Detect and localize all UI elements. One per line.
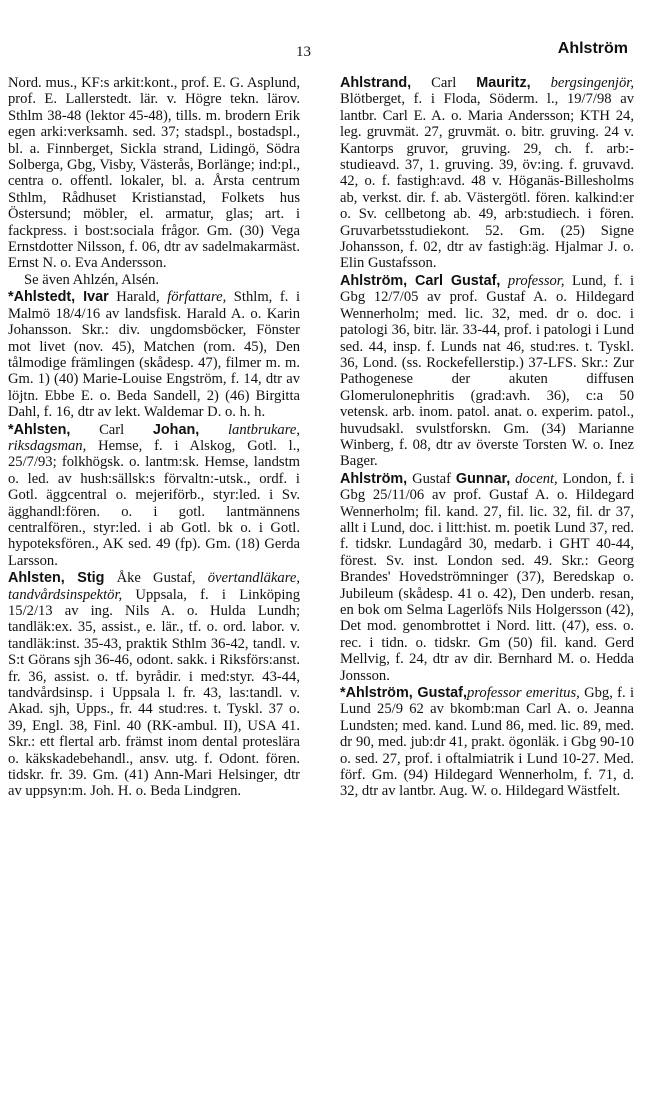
entry-name: *Ahlstedt, Ivar <box>8 289 109 306</box>
entry-text: Uppsala, f. i Linköping 15/2/13 av ing. Nils A. o. Hulda Lundh; tandläk:ex. 35, assist., e. lär., tf. o. ord. labor. v. tandläk:inst. 35-43, praktik Sthlm 36-42, tandl. v. S:t Görans sjh 36-46, odont. sakk. i Riksförs:anst. fr. 36, assist. o. tf. byrådir. i med:styr. 43-44, tandvårdsinsp. i Uppsala l. fr. 43, las:tandl. v. Akad. sjh, Upps., fr. 44 stud:res. t. Tyskl. 37 o. 39, Engl. 38, Finl. 40 (RK-ambul. II), USA 41. Skr.: ett flertal arb. främst inom dental proteslära o. käkskadebehandl., ansv. utg. f. Odont. fören. tidskr. fr. 39. Gm. (41) Ann-Mari Helsinger, dtr av uppsyn:m. Joh. H. o. Beda Lindgren. <box>8 586 300 800</box>
entry-text: Hemse, f. i Alskog, Gotl. l., 25/7/93; folkhögsk. o. lantm:sk. Hemse, landstm o. led. av hush:sällsk:s förvaltn:-utsk., ordf. i Gotl. äggcentral o. mejeriförb., styr:led. i Sv. ägghandl:fören. o. i gotl. lantmännens centralfören., styr:led. i ab Gotl. bk o. i Gotl. hypoteksfören., AK sed. 49 (fp). Gm. (18) Gerda Larsson. <box>8 437 300 569</box>
entry-given-names: Carl <box>70 421 153 438</box>
entry-role: lantbrukare, riksdagsman, <box>8 421 300 454</box>
entry-ahlstrom-gustaf <box>340 685 634 800</box>
running-head: Ahlström <box>557 40 628 57</box>
see-also-note: Se även Ahlzén, Alsén. <box>24 271 159 288</box>
entry-role: professor, <box>500 272 565 289</box>
right-column <box>340 75 634 800</box>
entry-ahlstrom-gunnar <box>340 471 634 684</box>
entry-continuation: Nord. mus., KF:s arkit:kont., prof. E. G. Asplund, prof. E. Lallerstedt. lär. v. Högre tekn. lärov. Sthlm 38-48 (lektor 45-48), tills. m. brodern Erik egen arki:verksamh. sed. 37; stadspl., bostadspl., bl. a. Finnberget, Sickla strand, Lidingö, Södra Solberga, Gbg, Visby, Västerås, Borlänge; ind:pl., centra o. offentl. lokaler, bl. a. Årsta centrum Sthlm, Rådhuset Kristianstad, Folkets hus Östersund; möbler, el. armatur, glas; art. i fackpress. i bost:sociala frågor. Gm. (30) Vega Ernstdotter Nilsson, f. 06, dtr av sadelmakarmäst. Ernst N. o. Eva Andersson. <box>8 75 300 272</box>
entry-name: Ahlsten, Stig <box>8 570 105 587</box>
entry-role: professor emeritus, <box>466 685 580 702</box>
entry-ahlsten-stig <box>8 570 300 800</box>
entry-given-bold: Mauritz, <box>476 75 531 91</box>
entry-given-bold: Gunnar, <box>455 470 511 487</box>
entry-text: Sthlm, f. i Malmö 18/4/16 av landsfisk. Harald A. o. Karin Johansson. Skr.: div. ungdomsböcker, Fönster mot livet (nov. 45), Matchen (rom. 45), Den tålmodige främlingen (skådesp. 47), filmer m. m. Gm. 1) (40) Marie-Louise Engström, f. 14, dtr av löjtn. Ebbe E. o. Beda Sandell, 2) (46) Birgitta Dahl, f. 16, dtr av lekt. Waldemar D. o. h. h. <box>8 289 301 421</box>
entry-text: Gbg, f. i Lund 25/9 62 av bkomb:man Carl A. o. Jeanna Lundsten; med. kand. Lund 86, med. lic. 89, med. dr 90, med. jub:dr 41, prakt. ögonläk. i Gbg 90-10 o. sed. 27, prof. i oftalmiatrik i Lund 10-27. Med. förf. Gm. (94) Hildegard Wennerholm, f. 71, d. 32, dtr av lantbr. Aug. W. o. Hildegard Wästfelt. <box>340 685 634 800</box>
page-header <box>0 38 656 64</box>
entry-ahlstrand-carl-mauritz <box>340 75 634 272</box>
entry-given-names: Carl <box>411 75 477 91</box>
entry-given-bold: Johan, <box>152 421 200 438</box>
entry-ahlsten-carl-johan <box>8 422 300 570</box>
page-number: 13 <box>296 44 311 60</box>
entry-role: författare, <box>167 289 227 306</box>
entry-ahlstedt-ivar <box>8 289 300 420</box>
entry-given-names: Harald, <box>108 289 168 306</box>
entry-ahlstrom-carl-gustaf <box>340 273 634 470</box>
entry-given-names: Gustaf <box>407 470 456 487</box>
entry-name: Ahlstrand, <box>340 75 412 91</box>
entry-name: Ahlström, <box>340 470 408 487</box>
entry-text: Blötberget, f. i Floda, Söderm. l., 19/7/98 av lantbr. Carl E. A. o. Maria Andersson; KTH 24, leg. gruvmät. 27, gruvmät. o. bitr. gruving. 24 v. Kantorps gruvor, gruving. 29, ch. f. arb:-studieavd. 37, 1. gruving. 39, öv:ing. f. gruvavd. 42, o. f. fastigh:avd. 48 v. Höganäs-Billesholms ab, verkst. dir. f. ab. Västergötl. fören. kalkind:er o. Sv. cellbetong ab. 49, arb:studiech. i fören. Gruvarbetsstudiekont. 52. Gm. (25) Signe Johansson, f. 02, dtr av fastigh:äg. Hjalmar J. o. Elin Gustafsson. <box>340 91 634 272</box>
entry-text: Lund, f. i Gbg 12/7/05 av prof. Gustaf A. o. Hildegard Wennerholm; med. lic. 32, med. dr o. doc. i patologi 36, bitr. lär. 33-44, prof. i patologi i Lund sed. 44, insp. f. Lunds nat 46, stud:res. t. Tyskl. 36, Lond. (ss. Rockefellerstip.) 37-LFS. Skr.: Zur Pathogenese der akuten diffusen Glomerulonephritis (grad:avh. 36), c:a 50 vetensk. arb. inom. patol. anat. o. experim. patol., huvudsakl. svulstforskn. Gm. (34) Marianne Winberg, f. 08, dtr av överste Torsten W. o. Inez Bager. <box>340 272 635 470</box>
entry-role: övertandläkare, tandvårdsinspektör, <box>8 570 300 603</box>
left-column <box>8 75 300 800</box>
entry-name: *Ahlström, Gustaf, <box>340 685 467 702</box>
entry-role: docent, <box>510 470 558 487</box>
entry-given-names: Åke Gustaf, <box>104 570 208 587</box>
entry-role: bergsingenjör, <box>530 75 634 91</box>
entry-name: Ahlström, Carl Gustaf, <box>340 272 501 289</box>
entry-text: London, f. i Gbg 25/11/06 av prof. Gustaf A. o. Hildegard Wennerholm; fil. kand. 27, fil. lic. 32, fil. dr 37, allt i Lund, doc. i litt:hist. m. poetik Lund 37, red. f. tidskr. Lundagård 30, medarb. i GHT 40-44, förest. Sv. inst. London sed. 49. Skr.: Georg Brandes' Hovedströmninger (37), Beredskap o. Jubileum (skådesp. 41 o. 42), Den underb. resan, en bok om Selma Lagerlöfs Nils Holgersson (42), Det mod. genombrottet i Nord. litt. (47), ess. o. rec. i tidn. o. tidskr. Gm (50) fil. kand. Gerd Mellvig, f. 24, dtr av dir. Bernhard M. o. Hedda Jonsson. <box>340 470 634 684</box>
entry-name: *Ahlsten, <box>8 421 71 438</box>
